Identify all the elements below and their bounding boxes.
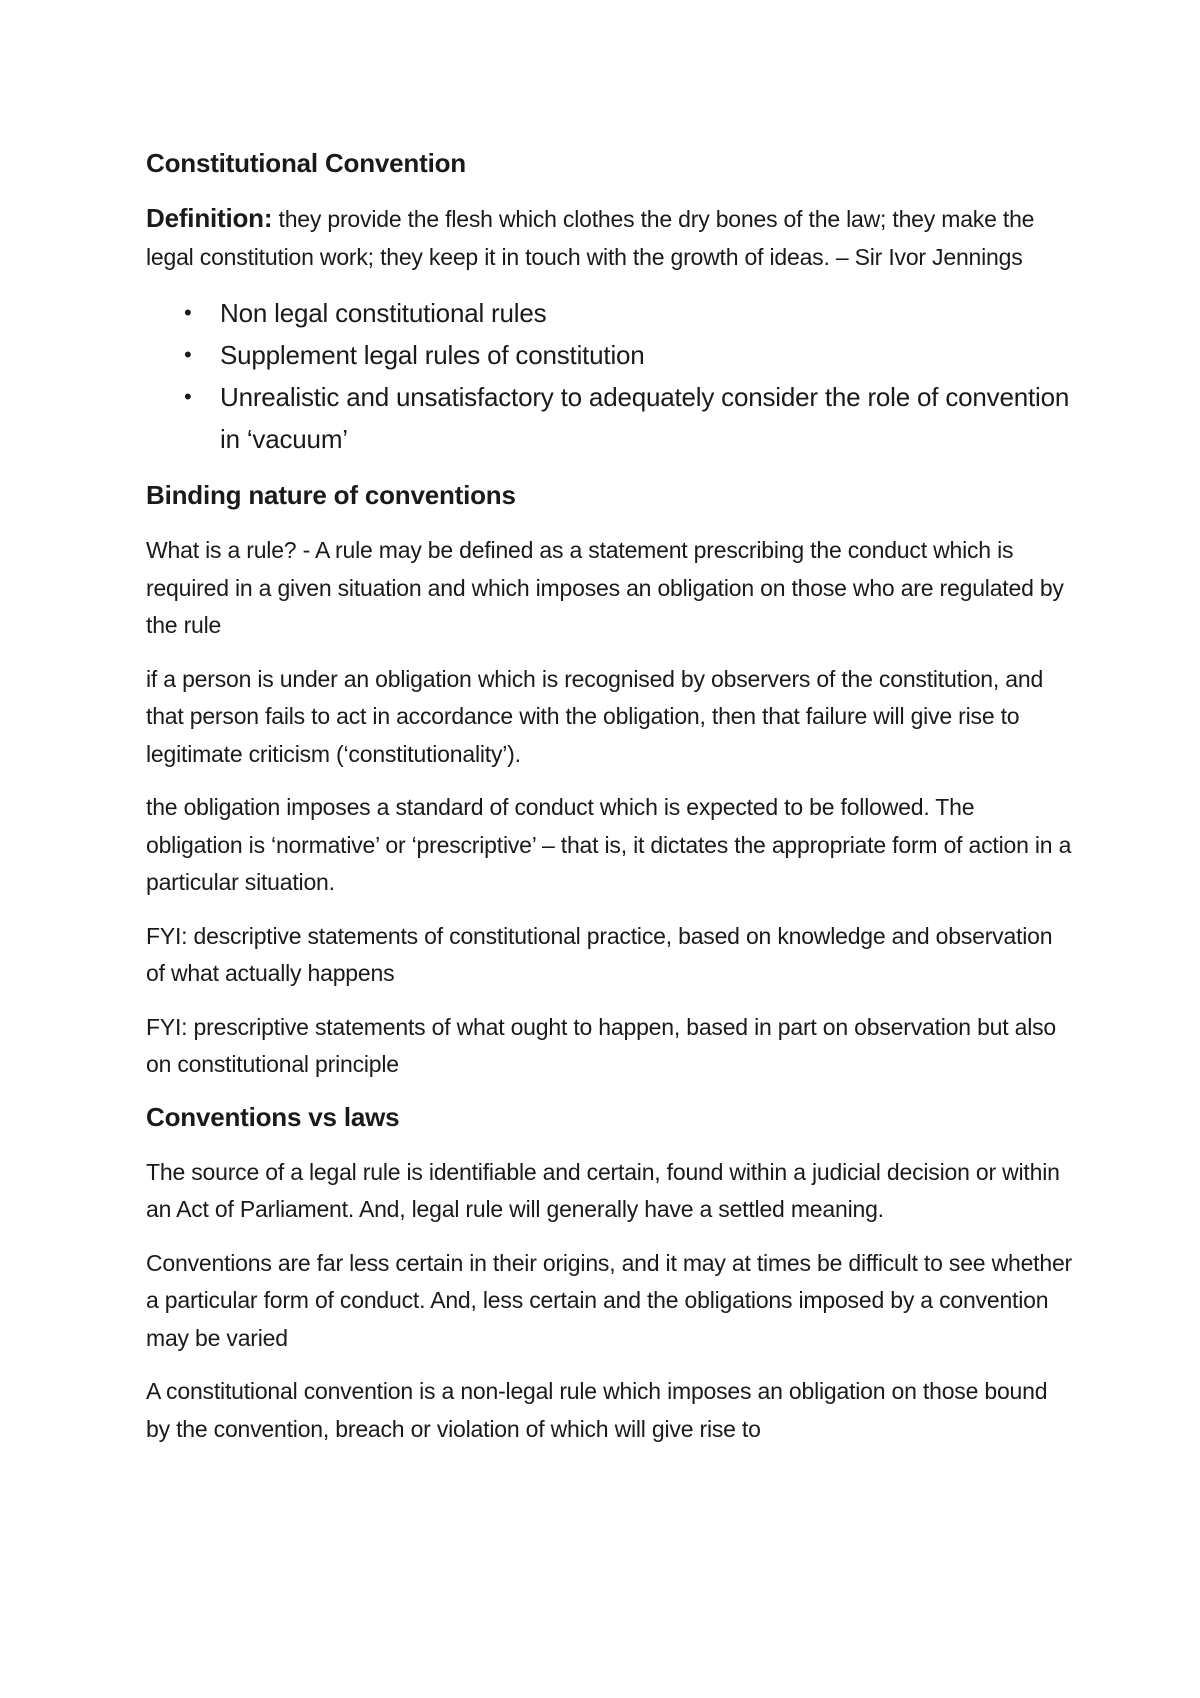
definition-paragraph [146,200,1076,276]
paragraph: A constitutional convention is a non-legal rule which imposes an obligation on those bound by the convention, breach or violation of which will give rise to [146,1378,1048,1442]
paragraph: FYI: descriptive statements of constitutional practice, based on knowledge and observation of what actually happens [146,922,1053,986]
paragraph: FYI: prescriptive statements of what ought to happen, based in part on observation but also on constitutional principle [146,1013,1057,1077]
list-item [146,292,1076,334]
paragraph: The source of a legal rule is identifiable and certain, found within a judicial decision or within an Act of Parliament. And, legal rule will generally have a settled meaning. [146,1158,1060,1222]
document-title: Constitutional Convention [146,148,466,178]
paragraph: What is a rule? - A rule may be defined as a statement prescribing the conduct which is required in a given situation and which imposes an obligation on those who are regulated by the rule [146,537,1064,638]
list-item [146,334,1076,376]
section-heading-vs: Conventions vs laws [146,1101,400,1132]
bullet-text: Unrealistic and unsatisfactory to adequately consider the role of convention in ‘vacuum’ [220,382,1070,454]
section-heading-binding: Binding nature of conventions [146,480,516,510]
bullet-icon: • [184,342,192,367]
paragraph: Conventions are far less certain in their origins, and it may at times be difficult to see whether a particular form of conduct. And, less certain and the obligations imposed by a convention may be varied [146,1249,1072,1351]
definition-label: Definition: [146,203,273,233]
bullet-icon: • [184,384,192,409]
bullet-text: Non legal constitutional rules [220,298,547,328]
paragraph: the obligation imposes a standard of conduct which is expected to be followed. The obligation is ‘normative’ or ‘prescriptive’ – that is, it dictates the appropriate form of action in a particular situation. [146,794,1072,895]
paragraph: if a person is under an obligation which is recognised by observers of the constitution, and that person fails to act in accordance with the obligation, then that failure will give rise to legitimate criticism (‘constitutionality’). [146,665,1044,767]
document-page [146,146,1076,1464]
bullet-list [146,292,1076,460]
bullet-text: Supplement legal rules of constitution [220,340,645,370]
definition-text: they provide the flesh which clothes the dry bones of the law; they make the legal constitution work; they keep it in touch with the growth of ideas. – Sir Ivor Jennings [146,206,1035,270]
list-item [146,376,1076,460]
bullet-icon: • [184,300,192,325]
